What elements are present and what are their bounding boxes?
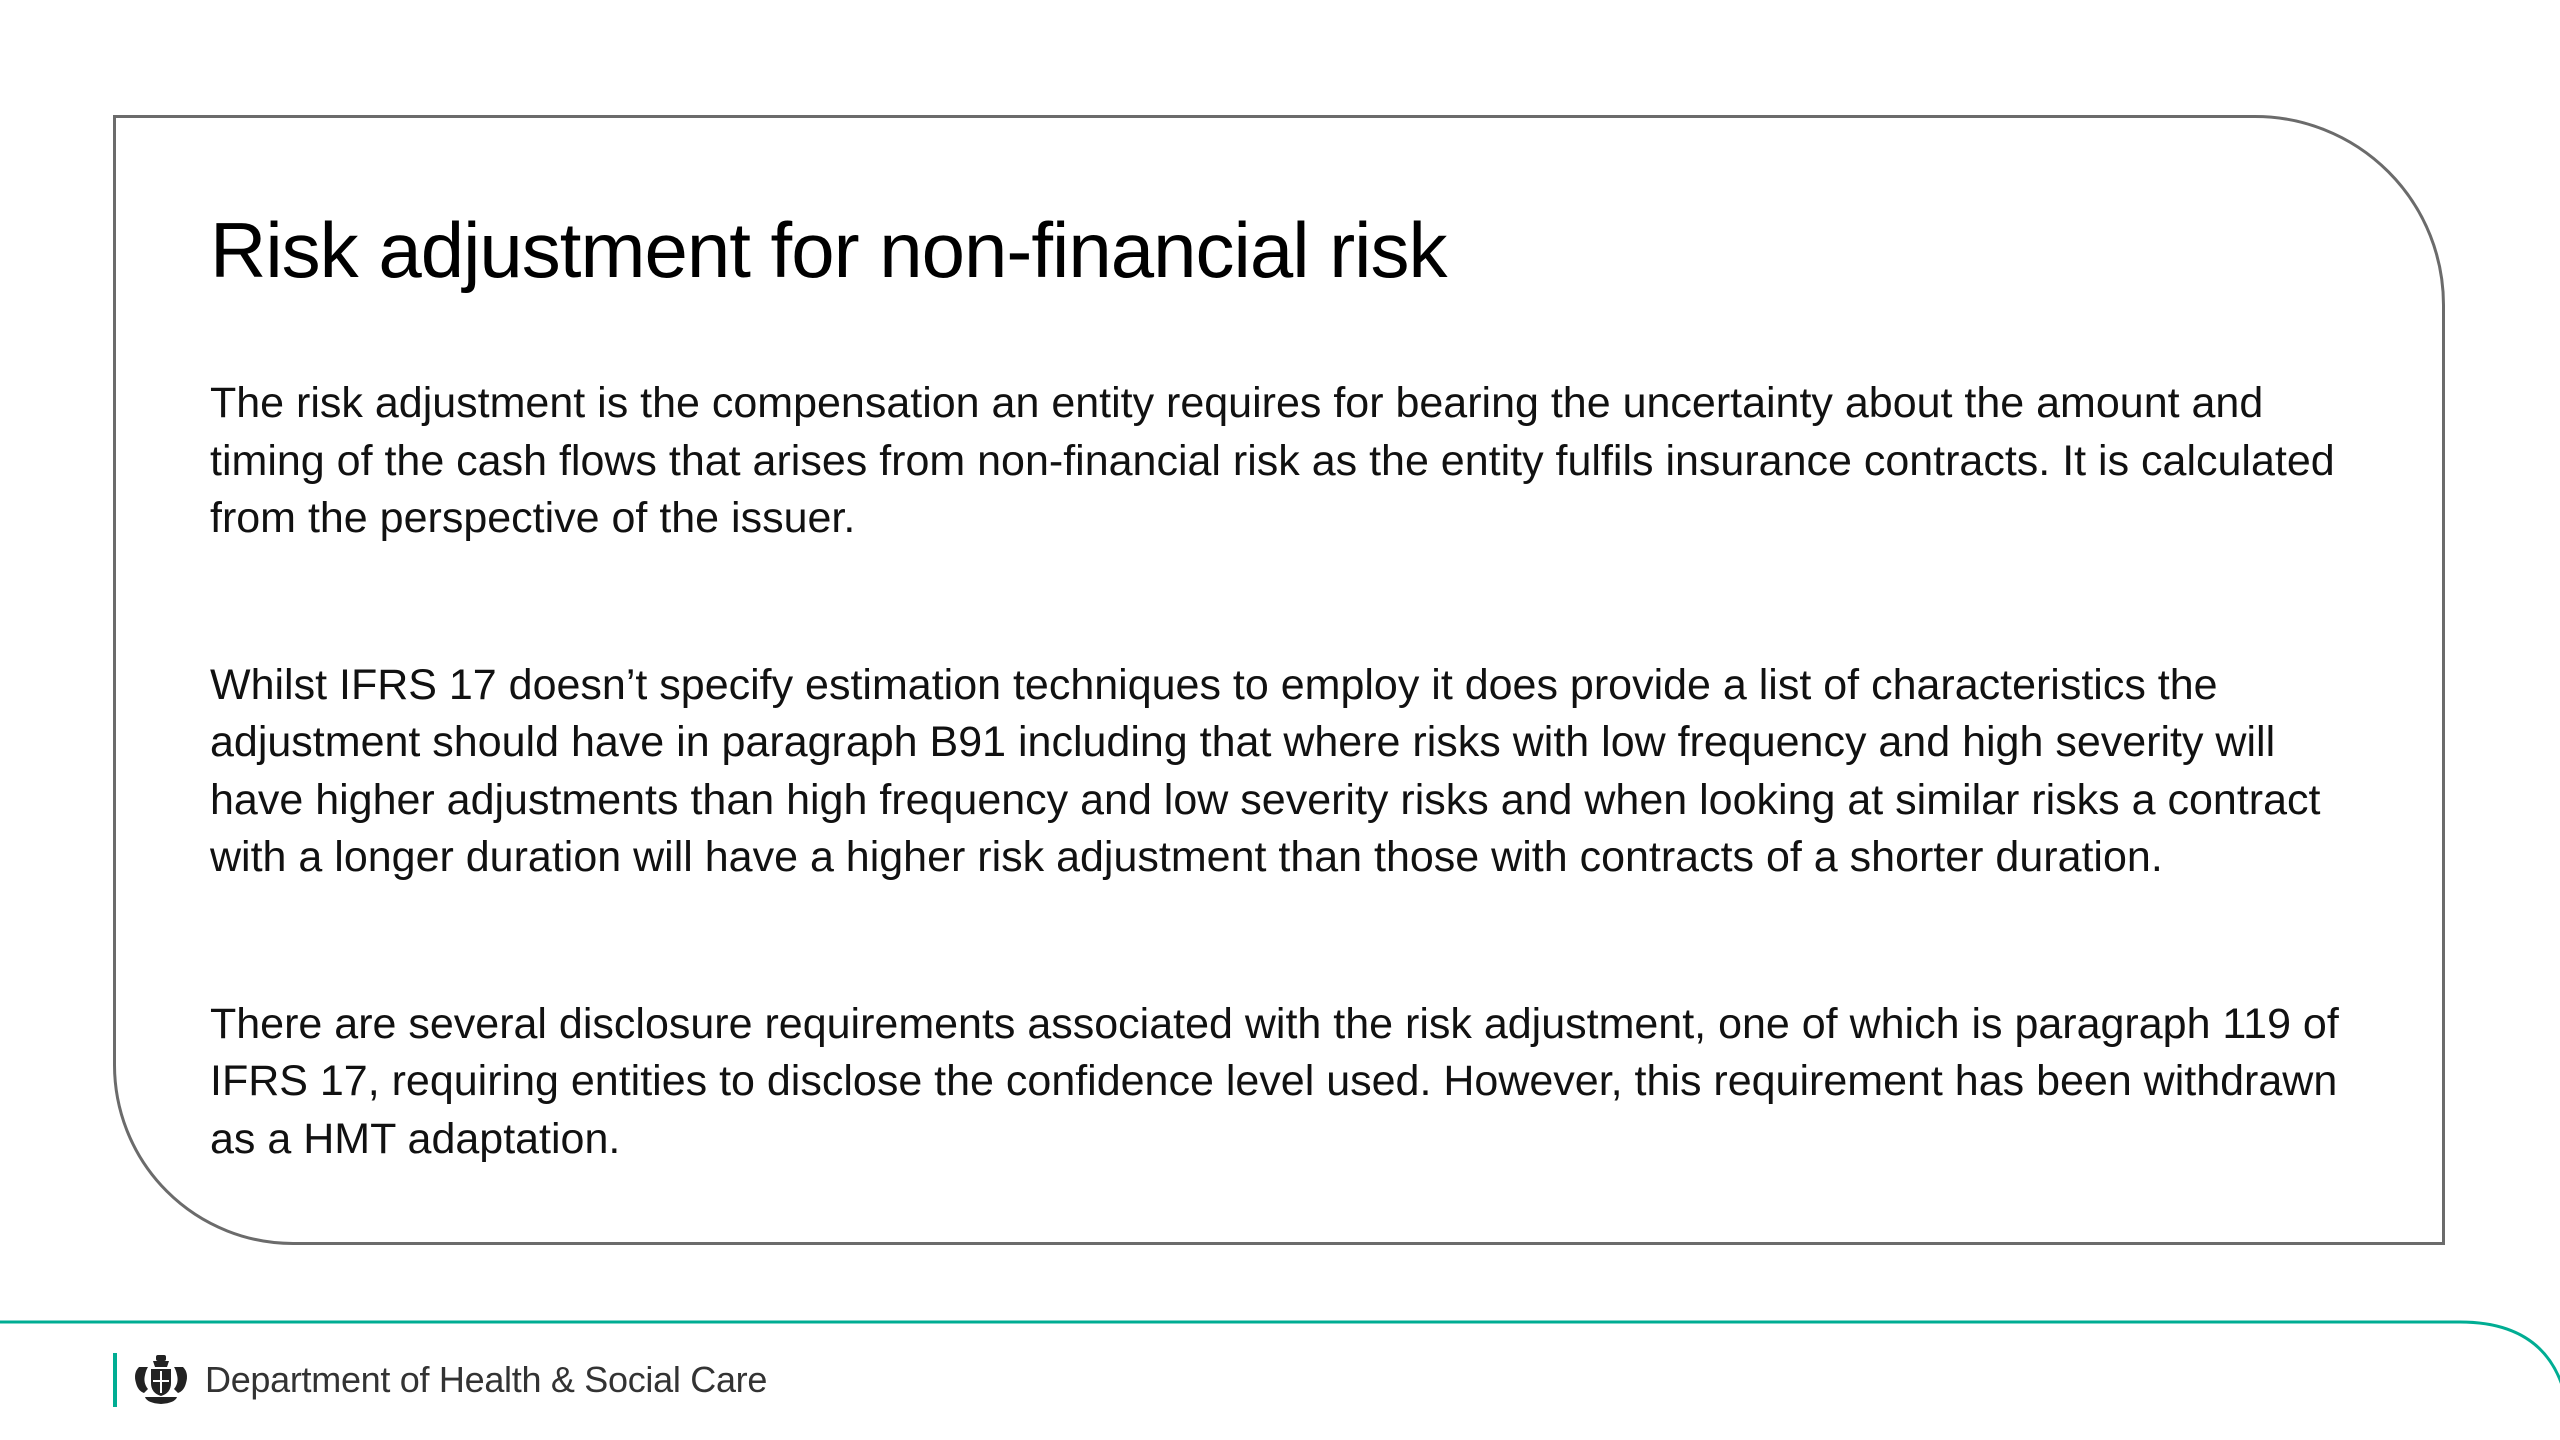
paragraph-risk-adjustment-definition: The risk adjustment is the compensation an entity requires for bearing the uncertainty about the amount and timing of the cash flows that arises from non-financial risk as the entity fulfils insurance contracts. It is calculated from the perspective of the issuer.: [210, 379, 2335, 542]
slide-content: [210, 195, 2410, 1168]
footer-branding: [113, 1352, 767, 1408]
brand-accent-bar: [113, 1353, 117, 1407]
slide-title: Risk adjustment for non-financial risk: [210, 206, 1447, 294]
paragraph-disclosure-requirements: There are several disclosure requirements associated with the risk adjustment, one of which is paragraph 119 of IFRS 17, requiring entities to disclose the confidence level used. However, this requirement has been withdrawn as a HMT adaptation.: [210, 999, 2339, 1163]
organisation-name: Department of Health & Social Care: [205, 1359, 768, 1400]
paragraph-estimation-techniques: Whilst IFRS 17 doesn’t specify estimation techniques to employ it does provide a list of characteristics the adjustment should have in paragraph B91 including that where risks with low frequency and high severity will have higher adjustments than high frequency and low severity risks and when looking at similar risks a contract with a longer duration will have a higher risk adjustment than those with contracts of a shorter duration.: [210, 660, 2321, 881]
royal-coat-of-arms-icon: [131, 1353, 191, 1407]
